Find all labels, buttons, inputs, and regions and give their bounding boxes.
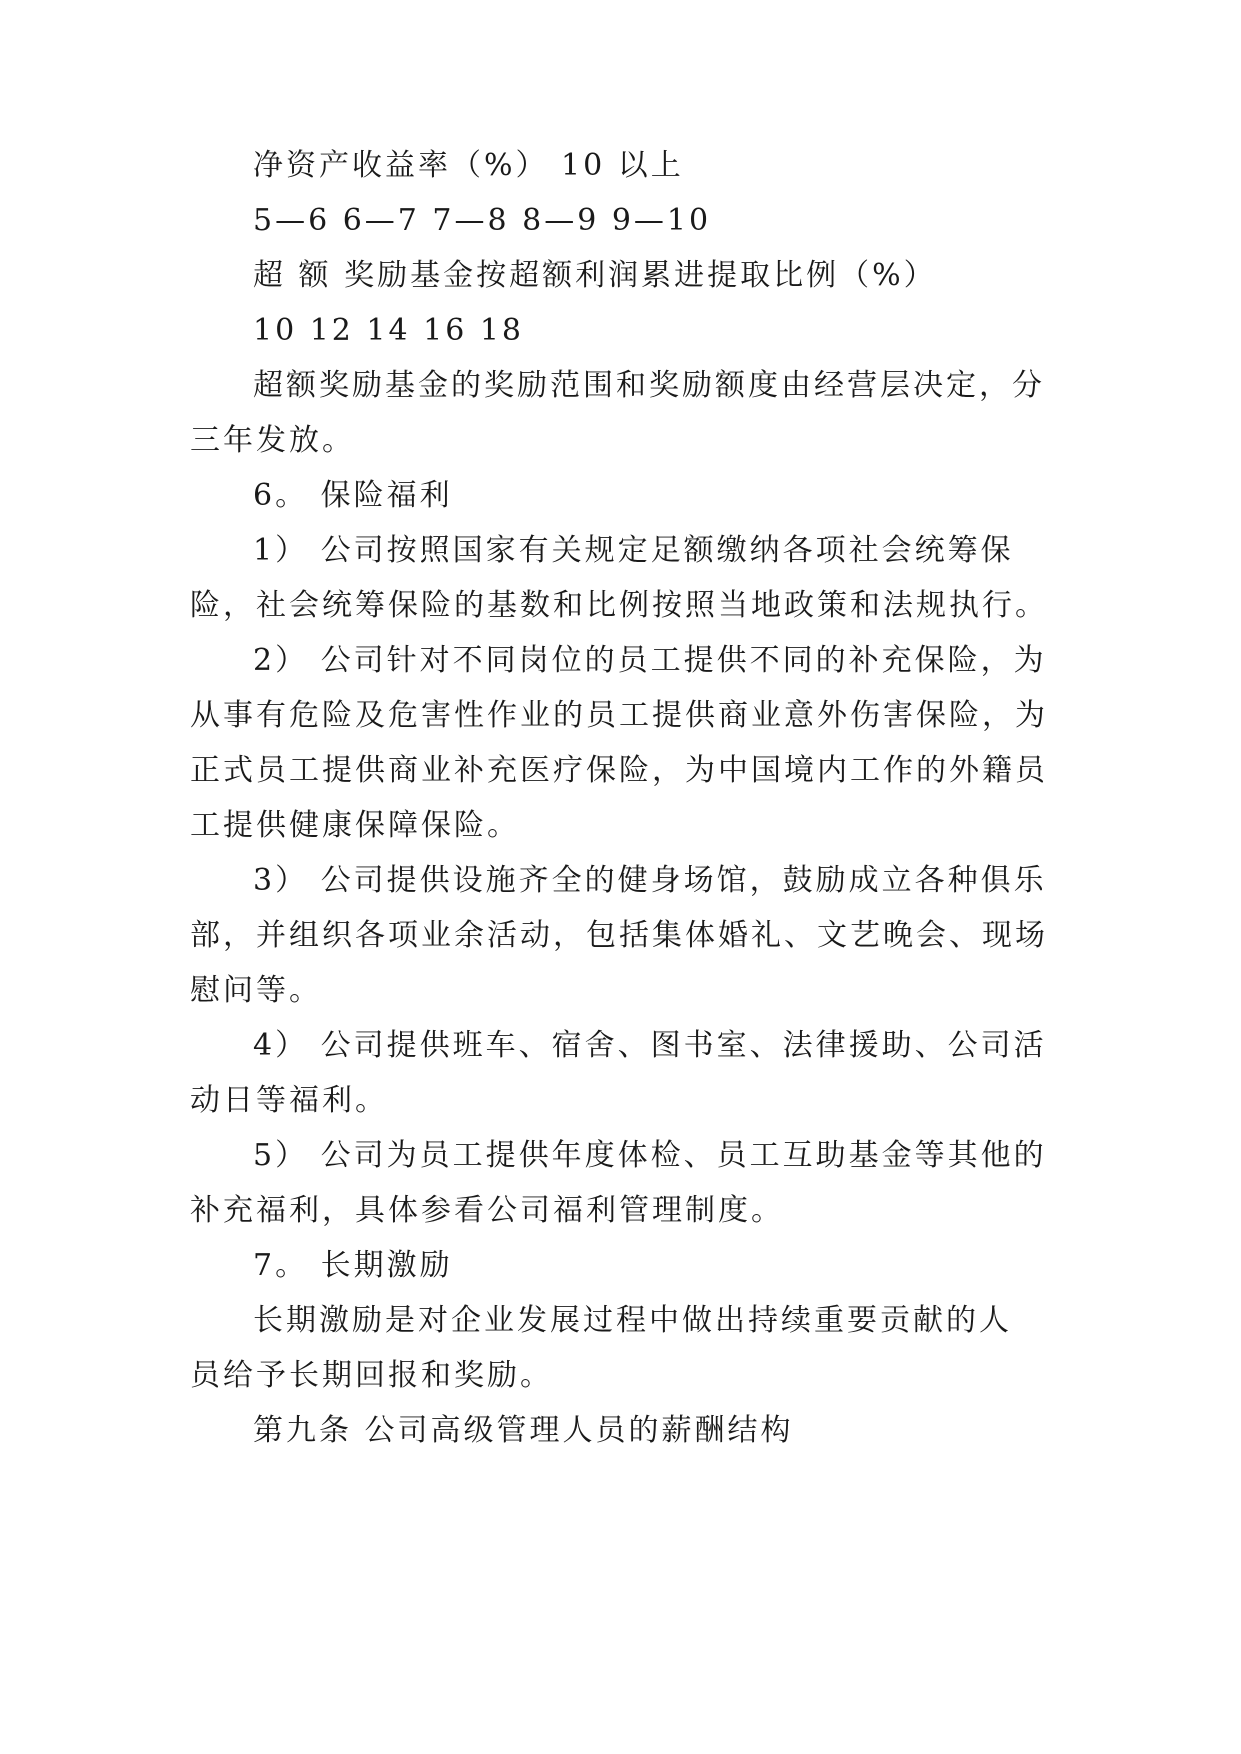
paragraph-line: 5） 公司为员工提供年度体检、员工互助基金等其他的 bbox=[253, 1138, 1047, 1173]
paragraph-line: 慰问等。 bbox=[190, 973, 322, 1008]
paragraph-line: 正式员工提供商业补充医疗保险，为中国境内工作的外籍员 bbox=[190, 753, 1048, 788]
paragraph-line: 补充福利，具体参看公司福利管理制度。 bbox=[190, 1193, 784, 1228]
paragraph-line: 超额奖励基金的奖励范围和奖励额度由经营层决定，分 bbox=[253, 368, 1045, 403]
paragraph-line: 三年发放。 bbox=[190, 423, 355, 458]
bonus-ratio-values-line: 10 12 14 16 18 bbox=[253, 313, 525, 348]
paragraph-line: 3） 公司提供设施齐全的健身场馆，鼓励成立各种俱乐 bbox=[253, 863, 1047, 898]
paragraph-line: 从事有危险及危害性作业的员工提供商业意外伤害保险，为 bbox=[190, 698, 1048, 733]
paragraph-line: 工提供健康保障保险。 bbox=[190, 808, 520, 843]
section-heading-insurance: 6。 保险福利 bbox=[253, 478, 453, 513]
paragraph-line: 动日等福利。 bbox=[190, 1083, 388, 1118]
paragraph-line: 险，社会统筹保险的基数和比例按照当地政策和法规执行。 bbox=[190, 588, 1048, 623]
section-heading-long-term-incentive: 7。 长期激励 bbox=[253, 1248, 453, 1283]
article-heading-line: 第九条 公司高级管理人员的薪酬结构 bbox=[253, 1413, 794, 1448]
bonus-ratio-header-line: 超 额 奖励基金按超额利润累进提取比例（%） bbox=[253, 258, 937, 293]
roe-header-line: 净资产收益率（%） 10 以上 bbox=[253, 148, 684, 183]
paragraph-line: 员给予长期回报和奖励。 bbox=[190, 1358, 553, 1393]
paragraph-line: 4） 公司提供班车、宿舍、图书室、法律援助、公司活 bbox=[253, 1028, 1047, 1063]
roe-ranges-line: 5—6 6—7 7—8 8—9 9—10 bbox=[253, 203, 712, 238]
paragraph-line: 1） 公司按照国家有关规定足额缴纳各项社会统筹保 bbox=[253, 533, 1014, 568]
paragraph-line: 部，并组织各项业余活动，包括集体婚礼、文艺晚会、现场 bbox=[190, 918, 1048, 953]
paragraph-line: 2） 公司针对不同岗位的员工提供不同的补充保险，为 bbox=[253, 643, 1047, 678]
paragraph-line: 长期激励是对企业发展过程中做出持续重要贡献的人 bbox=[253, 1303, 1012, 1338]
